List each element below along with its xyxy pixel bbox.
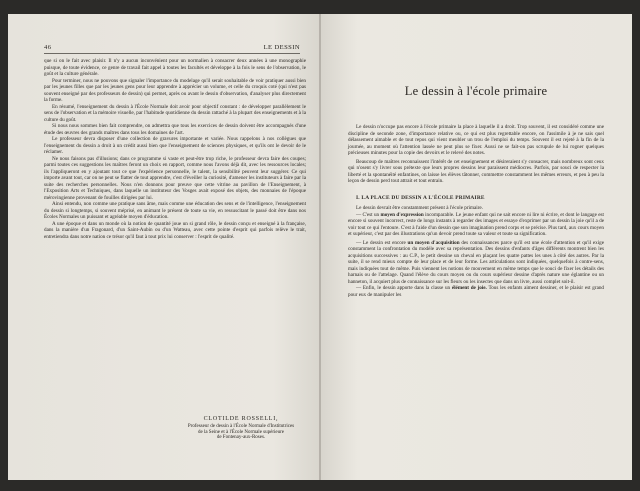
text-run: incomparable. Le jeune enfant qui ne sait encore ni lire ni écrire, et dont le langage est encore si souvent incorrect, reste de longs instants à regarder des images et essaye d'exprimer par un dessin la joie qu'il a de voir tout ce qui l'entoure. C'est à l'aide d'un dessin que son imagination prend corps et se précise. Plus tard, aux cours moyen et supérieur, c'est par des illustrations qu'un devoir prend toute sa valeur et toute sa signification. [348,211,604,237]
text-run: — C'est un [356,211,381,218]
paragraph: Le dessin n'occupe pas encore à l'école primaire la place à laquelle il a droit. Trop souvent, il est considéré comme une discipline de seconde zone, d'importance relative ou, ce qui est plus regrettable encore, on l'assimile à je ne sais quel délassement aimable et de tout repos qui vient meubler un trou de l'emploi du temps. Souvent il est rejeté à la fin de la journée, au moment où l'attention lassée ne peut plus se fixer. Aussi ne se fait-on pas scrupule de lui rogner quelques précieuses minutes pour la copie des devoirs et le relevé des notes. [348,124,604,156]
section-heading: I. LA PLACE DU DESSIN A L'ÉCOLE PRIMAIRE [356,194,485,201]
paragraph: Pour terminer, nous ne pouvons que signaler l'importance du modelage qu'il serait souhaitable de voir pratiquer aussi bien par les jeunes filles que par les jeunes gens pour leur apprendre à apprécier un volume, et celle du croquis coté (qui n'est pas souvent enseigné par des professeurs de dessin) qui permet, après ou avant le dessin d'observation, d'analyser plus directement la forme. [44,77,306,103]
paragraph-expression [348,212,604,238]
paragraph-joy [348,285,604,298]
paragraph: Le professeur devra disposer d'une collection de gravures importante et variée. Nous rappelons à nos collègues que l'enseignement du dessin a droit à un crédit aussi bien que l'enseignement de sciences physiques, et qu'ils ont le devoir de le réclamer. [44,136,306,155]
paragraph: Le dessin devrait être constamment présent à l'école primaire. [356,205,483,211]
running-head [44,44,300,54]
paragraph: En résumé, l'enseignement du dessin à l'École Normale doit avoir pour objectif constant : de développer parallèlement le sens de l'observation et la mémoire visuelle, par l'habitude quotidienne du dessin rattaché à la plupart des enseignements et à la culture du goût. [44,103,306,123]
paragraph: A une époque et dans un monde où la notion de quantité joue un si grand rôle, le dessin conçu et enseigné à la française, dans la manière d'un Fragonard, d'un Saint-Aubin ou d'un Watteau, avec cette pointe d'esprit qui parfois relève le trait, entretiendra dans notre nation ce trésor qu'il faut à tout prix lui conserver : l'esprit de qualité. [44,220,306,240]
author-title-line: de Fontenay-aux-Roses. [216,435,266,441]
running-title: LE DESSIN [263,44,300,51]
text-run: des connaissances parce qu'il est une école d'attention et qu'il exige constamment la confrontation du modèle avec sa représentation. Des dessins d'enfants d'âges différents montrent bien les acquisitions successives : au C.P., le petit dessine un cheval en plaçant les quatre pattes les unes à côté des autres. Par la suite, il se rend mieux compte de leur place et de leur forme. Les articulations sont indiquées, quelquefois à contre-sens, mais indiquées tout de même. Puis viennent les notions de mouvement en même temps que le souci de fixer les détails des harnais ou de l'attelage. Quand l'élève du cours moyen ou du cours supérieur dessine d'après nature une églantine ou un hanneton, il acquiert plus de connaissance sur les fleurs ou les insectes que dans un livre, aussi complet soit-il. [348,239,605,285]
emphasis: un moyen d'acquisition [407,239,460,246]
text-run: — Enfin, le dessin apporte dans la classe un [356,285,452,291]
paragraph: Ainsi entendu, non comme une pratique sans âme, mais comme une éducation des sens et de l'intelligence, l'enseignement du dessin si longtemps, si souvent méprisé, en animant le présent de toute sa vie, en ressuscitant le passé doit être dans nos Écoles Normales un puissant et agréable moyen d'éducation. [44,201,306,220]
author-title-line: de la Seine et à l'École Normale supérieure [197,429,284,435]
paragraph: que si on le fait avec plaisir. Il n'y a aucun inconvénient pour un normalien à consacrer deux années à une monographie puisque, de toute évidence, ce genre de travail fait appel à toutes les facultés et développe à la fois le sens de l'observation, le goût et la culture générale. [44,58,306,77]
author-signature [176,417,306,441]
paragraph-acquisition [348,240,604,286]
chapter-title: Le dessin à l'école primaire [404,84,548,98]
paragraph: Si nous nous sommes bien fait comprendre, on admettra que tous les exercices de dessin doivent être accompagnés d'une étude des œuvres des grands maîtres dans tous les domaines de l'art. [44,123,306,136]
page-number: 46 [44,44,52,51]
left-page [8,14,320,480]
emphasis: élément de joie. [451,285,487,291]
text-run: — Le dessin est encore [356,239,408,246]
text-run: Tous les enfants aiment dessiner, et le plaisir est grand pour eux de manipuler les [348,285,604,298]
paragraph: Ne nous faisons pas d'illusions; dans ce programme si vaste et peut-être trop riche, le professeur devra faire des coupes; parmi toutes ces suggestions les maîtres feront un choix en rapport, comme nous l'avons déjà dit, avec les ressources locales; ils l'appliqueront en y ajoutant tout ce que l'expérience personnelle, le talent, la sensibilité peuvent leur suggérer. Ce qui importe avant tout, car on ne peut se flatter de tout apprendre, c'est d'éveiller la curiosité, d'amener les instituteurs à faire par la suite des recherches personnelles. Nous n'en donnons pour preuve que cette vitrine au pavillon de l'Enseignement, à l'Exposition Arts et Techniques, dans laquelle un instituteur des Vosges avait exposé des objets, des monnaies de l'époque mérovingienne provenant de fouilles dirigées par lui. [44,155,306,201]
book-gutter [319,14,321,480]
left-body-text [44,58,306,240]
author-name: CLOTILDE ROSSELLI, [203,416,279,422]
author-title-line: Professeur de dessin à l'École Normale d'Institutrices [187,423,295,429]
right-body-text [348,124,604,298]
right-page [320,14,632,480]
emphasis: moyen d'expression [380,211,424,218]
paragraph: Beaucoup de maîtres reconnaissent l'intérêt de cet enseignement et désireraient s'y consacrer, mais nombreux sont ceux qui n'osent s'y livrer sous prétexte que leurs propres dessins leur paraissent médiocres. Parfois, par souci de respecter la liberté et la spontanéité enfantines, on laisse les élèves tâtonner, commettre constamment les mêmes erreurs, et peu à peu la leçon de dessin perd tout attrait et tout entrain. [348,158,604,184]
